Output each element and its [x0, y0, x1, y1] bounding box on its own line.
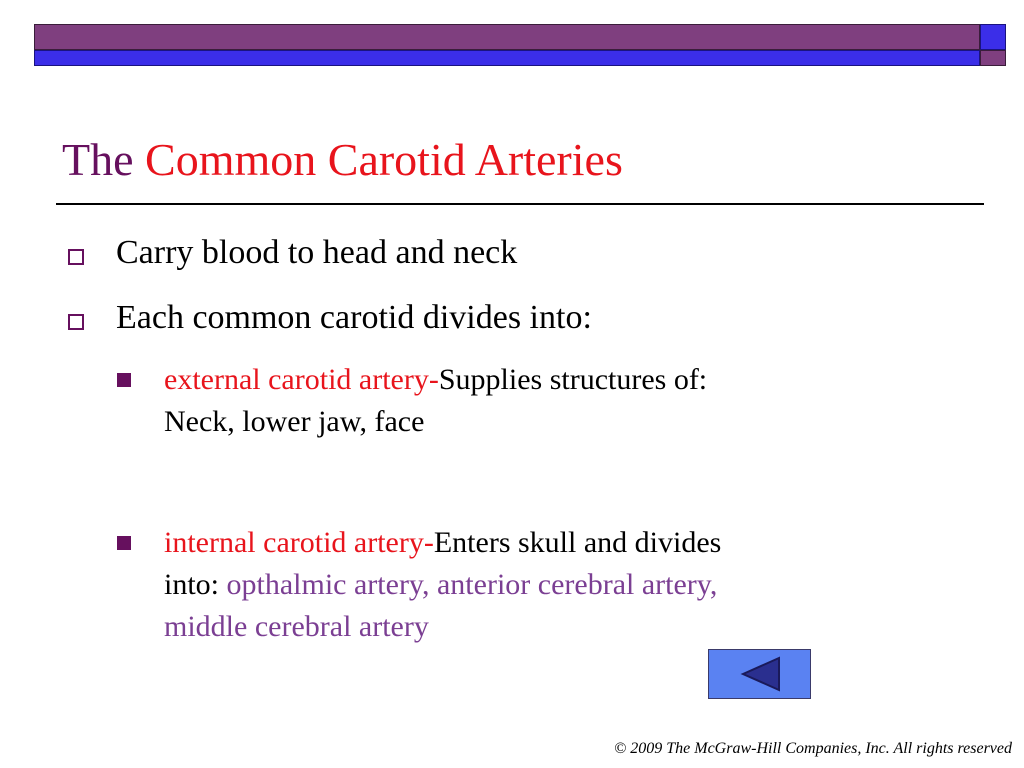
bullet-square-outline-icon	[68, 314, 84, 330]
header-bar-blue	[34, 50, 980, 66]
desc-external-line2: Neck, lower jaw, face	[164, 405, 425, 438]
back-triangle-icon	[709, 650, 810, 698]
bullet-carry-blood: Carry blood to head and neck	[116, 234, 518, 271]
slide-title	[62, 132, 623, 188]
header-square-purple	[980, 50, 1006, 66]
branches-line2: middle cerebral artery	[164, 610, 429, 643]
back-button[interactable]	[708, 649, 811, 699]
header-square-blue	[980, 24, 1006, 50]
desc-external-line1: Supplies structures of:	[438, 363, 708, 396]
term-external-carotid: external carotid artery-	[164, 363, 439, 396]
bullet-square-filled-icon	[117, 373, 131, 387]
title-part-the: The	[62, 134, 134, 185]
title-part-main: Common Carotid Arteries	[145, 134, 623, 185]
bullet-square-filled-icon	[117, 536, 131, 550]
title-divider	[56, 203, 984, 205]
desc-internal-line1: Enters skull and divides	[433, 526, 722, 559]
desc-internal-prefix: into:	[164, 568, 227, 601]
branches-line1: opthalmic artery, anterior cerebral artery,	[226, 568, 718, 601]
copyright-footer: © 2009 The McGraw-Hill Companies, Inc. All rights reserved	[614, 740, 1012, 757]
bullet-divides-into: Each common carotid divides into:	[116, 299, 592, 336]
sub-bullet-external-carotid	[164, 359, 944, 443]
bullet-square-outline-icon	[68, 249, 84, 265]
header-bar-purple	[34, 24, 980, 50]
term-internal-carotid: internal carotid artery-	[164, 526, 434, 559]
sub-bullet-internal-carotid	[164, 522, 944, 648]
